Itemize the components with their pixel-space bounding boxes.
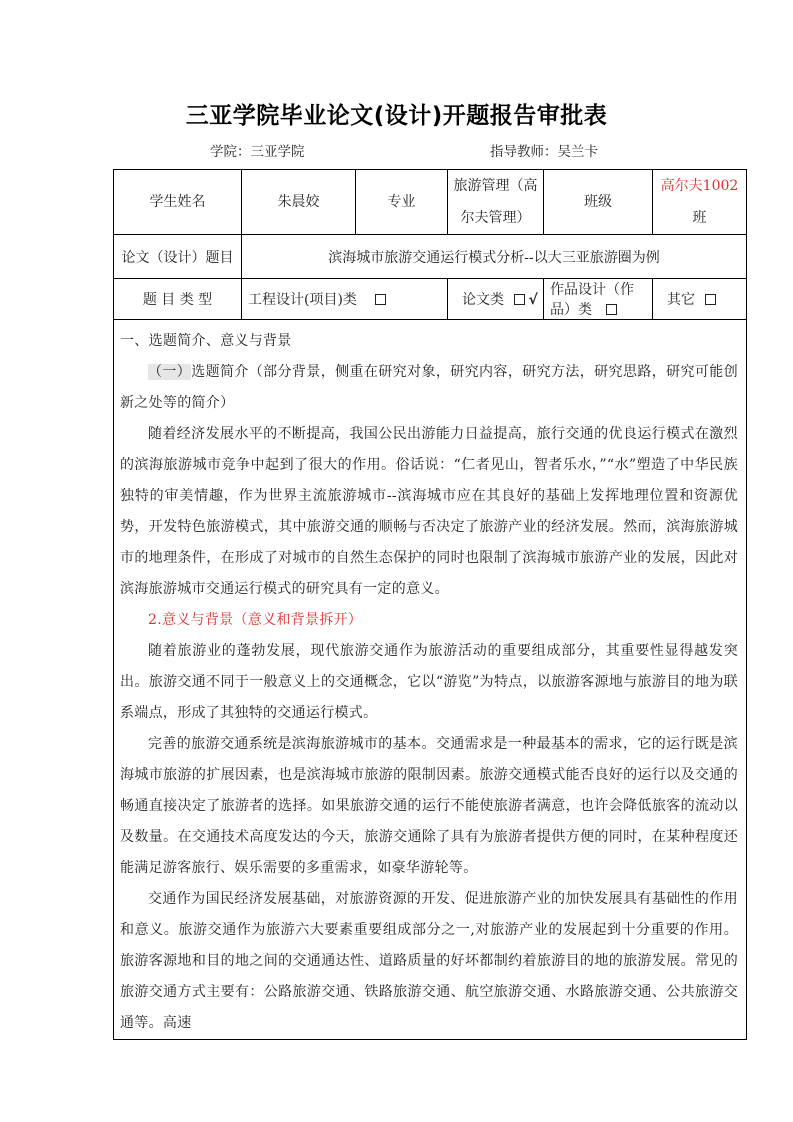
paragraph-3: 完善的旅游交通系统是滨海旅游城市的基本。交通需求是一种最基本的需求，它的运行既是滨海城市旅游的扩展因素，也是滨海城市旅游的限制因素。旅游交通模式能否良好的运行以及交通的畅通直接决定了旅游者的选择。如果旅游交通的运行不能使旅游者满意，也许会降低旅客的流动以及数量。在交通技术高度发达的今天，旅游交通除了具有为旅游者提供方便的同时，在某种程度还能满足游客旅行、娱乐需要的多重需求，如豪华游轮等。	[120, 736, 738, 876]
college-label: 学院：三亚学院	[210, 144, 305, 160]
topic-type-row	[114, 279, 747, 320]
subsection-1-prefix: （一）	[148, 364, 192, 380]
check-mark-icon: √	[528, 292, 538, 308]
subsection-2-note: （意义和背景拆开）	[233, 612, 363, 628]
topic-type-thesis[interactable]	[448, 279, 544, 320]
report-body	[114, 320, 747, 1040]
document-title: 三亚学院毕业论文(设计)开题报告审批表	[185, 103, 608, 129]
body-row	[114, 320, 747, 1040]
class-value	[653, 170, 747, 235]
topic-type-thesis-label: 论文类	[462, 292, 504, 308]
paragraph-2: 随着旅游业的蓬勃发展，现代旅游交通作为旅游活动的重要组成部分，其重要性显得越发突出。旅游交通不同于一般意义上的交通概念，它以“游览”为特点，以旅游客源地与旅游目的地为联系端点，形成了其独特的交通运行模式。	[120, 643, 738, 721]
subsection-1-text: 选题简介（部分背景，侧重在研究对象，研究内容，研究方法，研究思路，研究可能创新之处等的简介）	[120, 364, 738, 411]
thesis-title-value: 滨海城市旅游交通运行模式分析--以大三亚旅游圈为例	[242, 235, 747, 279]
thesis-title-row	[114, 235, 747, 279]
student-info-row	[114, 170, 747, 235]
topic-type-label: 题 目 类 型	[114, 279, 242, 320]
major-label: 专业	[356, 170, 448, 235]
checkbox-works[interactable]	[606, 304, 617, 315]
advisor-label: 指导教师：吴兰卡	[490, 144, 598, 160]
thesis-title-label: 论文（设计）题目	[114, 235, 242, 279]
checkbox-engineering[interactable]	[375, 294, 386, 305]
approval-form-table	[113, 169, 747, 1040]
subsection-2-title: 2.意义与背景	[148, 612, 234, 628]
paragraph-1: 随着经济发展水平的不断提高，我国公民出游能力日益提高，旅行交通的优良运行模式在激烈的滨海旅游城市竞争中起到了很大的作用。俗话说：“仁者见山，智者乐水，”“水”塑造了中华民族独特的审美情趣，作为世界主流旅游城市--滨海城市应在其良好的基础上发挥地理位置和资源优势，开发特色旅游模式，其中旅游交通的顺畅与否决定了旅游产业的经济发展。然而，滨海旅游城市的地理条件，在形成了对城市的自然生态保护的同时也限制了滨海城市旅游产业的发展，因此对滨海旅游城市交通运行模式的研究具有一定的意义。	[120, 426, 738, 597]
topic-type-other-label: 其它	[667, 292, 695, 308]
subsection-2-heading	[120, 605, 738, 636]
topic-type-engineering[interactable]	[242, 279, 448, 320]
student-name-value: 朱晨姣	[242, 170, 356, 235]
paragraph-4: 交通作为国民经济发展基础，对旅游资源的开发、促进旅游产业的加快发展具有基础性的作用和意义。旅游交通作为旅游六大要素重要组成部分之一,对旅游产业的发展起到十分重要的作用。旅游客源地和目的地之间的交通通达性、道路质量的好坏都制约着旅游目的地的旅游发展。常见的旅游交通方式主要有：公路旅游交通、铁路旅游交通、航空旅游交通、水路旅游交通、公共旅游交通等。高速	[120, 891, 738, 1031]
topic-type-engineering-label: 工程设计(项目)类	[248, 292, 357, 308]
topic-type-other[interactable]	[653, 279, 747, 320]
class-label: 班级	[544, 170, 653, 235]
checkbox-other[interactable]	[705, 294, 716, 305]
section-heading: 一、选题简介、意义与背景	[120, 333, 292, 349]
student-name-label: 学生姓名	[114, 170, 242, 235]
class-value-text: 高尔夫1002	[660, 178, 739, 194]
checkbox-thesis[interactable]	[514, 294, 525, 305]
topic-type-works[interactable]	[544, 279, 653, 320]
topic-type-works-label: 作品设计（作品）类	[550, 282, 634, 318]
class-value-suffix: 班	[692, 210, 707, 226]
major-value	[448, 170, 544, 235]
subsection-1-heading	[120, 357, 738, 419]
major-value-text: 旅游管理（高尔夫管理）	[453, 178, 538, 226]
